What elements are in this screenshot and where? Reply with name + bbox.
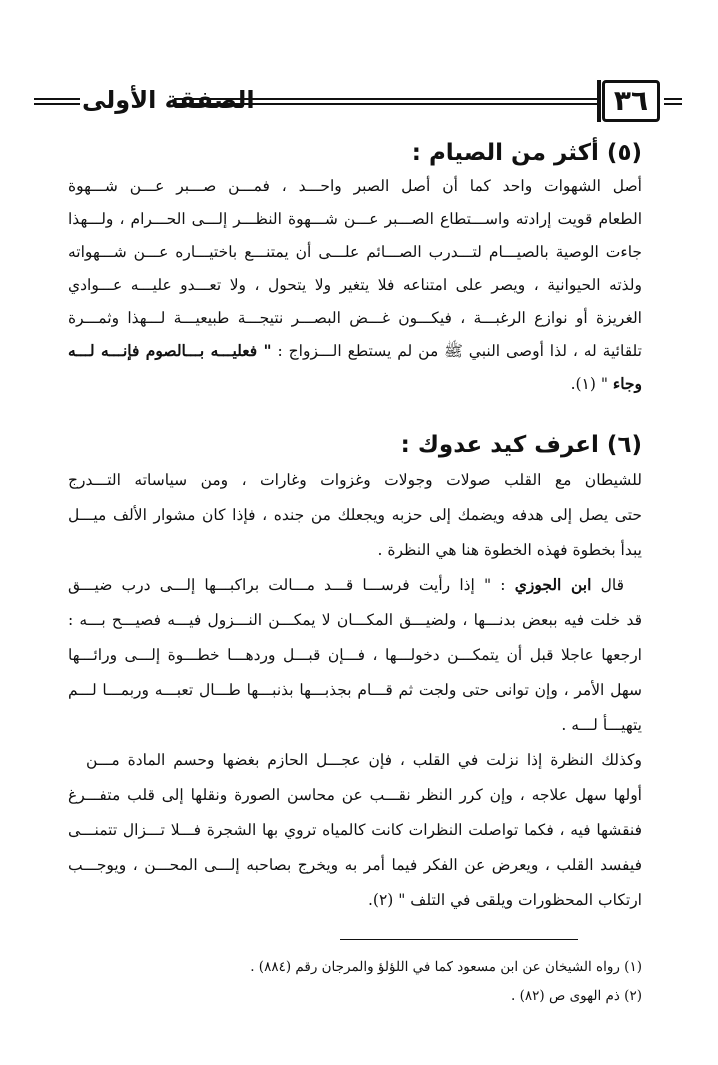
section-5-heading: (٥) أكثر من الصيام : [411,140,642,166]
text-line: أصل الشهوات واحد كما أن أصل الصبر واحـــد ، فمـــن صـــبر عـــن شـــهوة [68,177,642,195]
text-line [68,571,642,599]
line-text: : " إذا رأيت فرســـا قـــد مـــالت براكبـــها إلـــى درب ضيـــق [68,576,506,594]
line-text: تلقائية له ، لذا أوصى النبي ﷺ من لم يستطع الـــزواج : [277,342,642,360]
text-line: فنقشها فيه ، فكما تواصلت النظرات كانت كالمياه تروي بها الشجرة فـــلا تـــزال تتمنـــى [68,821,642,839]
text-line [68,337,642,365]
chapter-title: الصفقة الأولى [82,86,255,114]
quote-author: ابن الجوزي [514,575,592,594]
text-line: ارجعها عاجلا قبل أن يتمكـــن دخولـــها ، فـــإن قبـــل وردهـــا خطـــوة إلـــى ورائـــها [68,646,642,664]
text-line [68,370,642,398]
footnote-divider [340,939,578,940]
text-line: وكذلك النظرة إذا نزلت في القلب ، فإن عجـــل الحازم بغضها وحسم المادة مـــن [86,751,642,769]
text-line: جاءت الوصية بالصيـــام لتـــدرب الصـــائم علـــى أن يمتنـــع باختيـــاره عـــن شـــهواته [68,243,642,261]
text-line: يبدأ بخطوة فهذه الخطوة هنا هي النظرة . [377,541,642,559]
footnote-ref: " (١). [570,375,608,393]
text-line: الطعام قويت إرادته واســـتطاع الصـــبر عـــن شـــهوة النظـــر إلـــى الحـــرام ، ولـــهذا [68,210,642,228]
hadith-text: " فعليـــه بـــالصوم فإنـــه لـــه [68,341,272,360]
text-line: أولها سهل علاجه ، وإن كرر النظر نقـــب عن محاسن الصورة ونقلها إلى قلب متفـــرغ [68,786,642,804]
header-rule-right [664,98,682,105]
line-text: قال [600,576,624,594]
text-line: قد خلت فيه ببعض بدنـــها ، ولضيـــق المكـــان لا يمكـــن النـــزول فيـــه فصيـــح بـــه : [68,611,642,629]
page-header [34,78,682,128]
text-line: للشيطان مع القلب صولات وجولات وغزوات وغارات ، ومن سياساته التـــدرج [68,471,642,489]
text-line: الغريزة أو نوازع الرغبـــة ، فيكـــون غـــض البصـــر نتيجـــة طبيعيـــة لـــهذا وثمـــرة [68,309,642,327]
text-line: فيفسد القلب ، ويعرض عن الفكر فيما أمر به ويخرج بصاحبه إلـــى المحـــن ، ويوجـــب [68,856,642,874]
footnote-2: (٢) ذم الهوى ص (٨٢) . [511,988,642,1004]
header-rule-left [34,98,80,105]
header-rule-middle [174,98,599,105]
section-6-heading: (٦) اعرف كيد عدوك : [400,432,642,458]
text-line: يتهيـــأ لـــه . [561,716,642,734]
text-line: ارتكاب المحظورات ويلقى في التلف " (٢). [367,891,642,909]
footnote-1: (١) رواه الشيخان عن ابن مسعود كما في اللؤلؤ والمرجان رقم (٨٨٤) . [250,959,642,975]
page-number: ٣٦ [602,80,660,122]
text-line: ولذته الحيوانية ، ويصر على امتناعه فلا يتغير ولا يتحول ، ولا تعـــدو عليـــه عـــوادي [68,276,642,294]
text-line: سهل الأمر ، وإن توانى حتى ولجت ثم قـــام بجذبـــها بذنبـــها طـــال تعبـــه وربمـــا لـــم [68,681,642,699]
text-line: حتى يصل إلى هدفه ويضمك إلى حزبه ويجعلك من جنده ، فإذا كان مشوار الألف ميـــل [68,506,642,524]
hadith-text: وجاء [612,374,642,393]
